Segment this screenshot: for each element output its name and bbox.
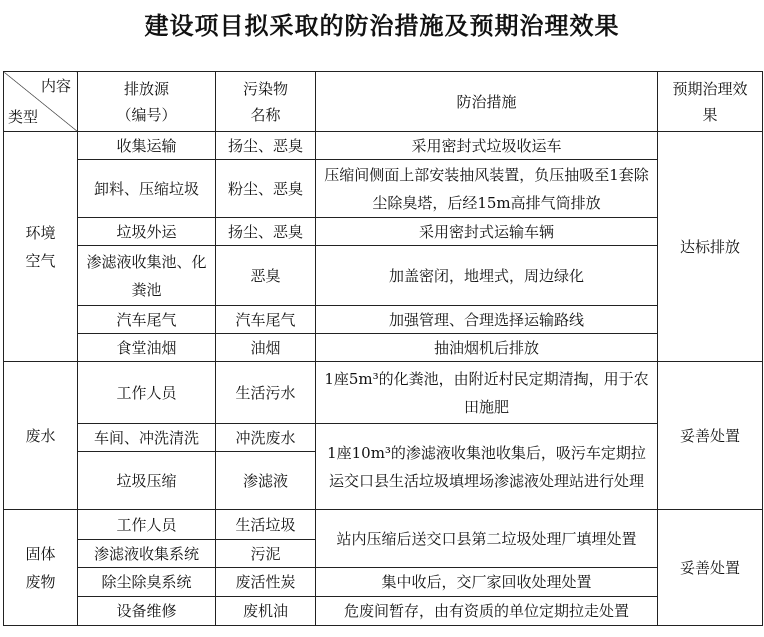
source-cell: 垃圾压缩 [78,452,216,510]
type-cell-air: 环境 空气 [4,132,78,362]
header-type-label: 类型 [8,108,39,126]
pollutant-cell: 渗滤液 [216,452,316,510]
table-row [4,218,763,246]
measures-table [3,71,763,626]
pollutant-cell: 生活污水 [216,362,316,424]
source-cell: 收集运输 [78,132,216,160]
source-cell: 渗滤液收集池、化粪池 [78,246,216,306]
pollutant-cell: 废机油 [216,597,316,626]
measure-cell: 采用密封式运输车辆 [316,218,658,246]
header-effect: 预期治理效 果 [658,72,763,132]
effect-cell-water: 妥善处置 [658,362,763,510]
pollutant-cell: 污泥 [216,540,316,568]
pollutant-cell: 废活性炭 [216,568,316,597]
source-cell: 垃圾外运 [78,218,216,246]
measure-cell: 加盖密闭，地埋式，周边绿化 [316,246,658,306]
table-row [4,160,763,218]
type-cell-water: 废水 [4,362,78,510]
source-cell: 除尘除臭系统 [78,568,216,597]
measure-cell: 站内压缩后送交口县第二垃圾处理厂填埋处置 [316,510,658,568]
effect-cell-solid: 妥善处置 [658,510,763,626]
type-cell-solid: 固体 废物 [4,510,78,626]
pollutant-cell: 汽车尾气 [216,306,316,334]
diagonal-header-cell [4,72,78,132]
source-cell: 工作人员 [78,362,216,424]
measure-cell: 危废间暂存，由有资质的单位定期拉走处置 [316,597,658,626]
header-pollutant: 污染物 名称 [216,72,316,132]
pollutant-cell: 粉尘、恶臭 [216,160,316,218]
header-content-label: 内容 [40,77,71,95]
page-title: 建设项目拟采取的防治措施及预期治理效果 [144,12,620,40]
header-source: 排放源 （编号） [78,72,216,132]
table-header-row [4,72,763,132]
effect-cell-air: 达标排放 [658,132,763,362]
header-measures: 防治措施 [316,72,658,132]
source-cell: 渗滤液收集系统 [78,540,216,568]
source-cell: 食堂油烟 [78,334,216,362]
source-cell: 车间、冲洗清洗 [78,424,216,452]
measure-cell: 采用密封式垃圾收运车 [316,132,658,160]
pollutant-cell: 油烟 [216,334,316,362]
table-row [4,132,763,160]
table-row [4,424,763,452]
pollutant-cell: 生活垃圾 [216,510,316,540]
source-cell: 卸料、压缩垃圾 [78,160,216,218]
table-row [4,306,763,334]
table-row [4,246,763,306]
measure-cell: 集中收后，交厂家回收处理处置 [316,568,658,597]
pollutant-cell: 扬尘、恶臭 [216,132,316,160]
pollutant-cell: 恶臭 [216,246,316,306]
table-row [4,510,763,540]
table-row [4,334,763,362]
measure-cell: 加强管理、合理选择运输路线 [316,306,658,334]
table-row [4,597,763,626]
table-row [4,568,763,597]
table-row [4,362,763,424]
source-cell: 设备维修 [78,597,216,626]
measure-cell: 1座10m³的渗滤液收集池收集后，吸污车定期拉运交口县生活垃圾填埋场渗滤液处理站进行处理 [316,424,658,510]
measure-cell: 抽油烟机后排放 [316,334,658,362]
pollutant-cell: 扬尘、恶臭 [216,218,316,246]
measure-cell: 1座5m³的化粪池，由附近村民定期清掏，用于农田施肥 [316,362,658,424]
source-cell: 汽车尾气 [78,306,216,334]
measure-cell: 压缩间侧面上部安装抽风装置，负压抽吸至1套除尘除臭塔，后经15m高排气筒排放 [316,160,658,218]
pollutant-cell: 冲洗废水 [216,424,316,452]
source-cell: 工作人员 [78,510,216,540]
